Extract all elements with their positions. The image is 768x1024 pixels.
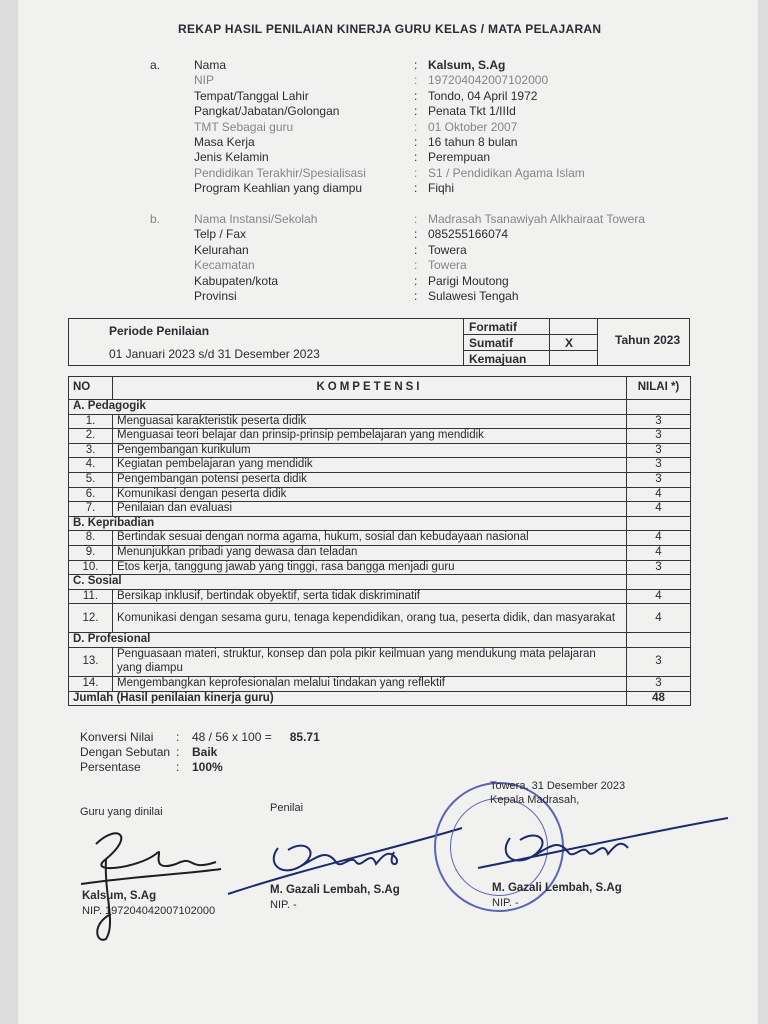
item-text: Menguasai teori belajar dan prinsip-prinsip pembelajaran yang mendidik: [113, 429, 627, 444]
field-value: Towera: [428, 258, 467, 273]
item-no: 2.: [69, 429, 113, 444]
conversion-value: 48 / 56 x 100 =: [192, 730, 272, 744]
field-value: 197204042007102000: [428, 73, 549, 88]
item-no: 14.: [69, 676, 113, 691]
conversion-label: Konversi Nilai: [80, 730, 154, 744]
item-text: Kegiatan pembelajaran yang mendidik: [113, 458, 627, 473]
identity-row: b. Nama Instansi/Sekolah : Madrasah Tsanawiyah Alkhairaat Towera: [150, 212, 710, 227]
item-text: Pengembangan potensi peserta didik: [113, 472, 627, 487]
identity-row: Masa Kerja : 16 tahun 8 bulan: [150, 135, 710, 150]
section-title: A. Pedagogik: [69, 400, 627, 415]
table-row: [69, 604, 691, 633]
field-label: Kecamatan: [194, 258, 255, 273]
item-text: Bersikap inklusif, bertindak obyektif, serta tidak diskriminatif: [113, 589, 627, 604]
head-name: M. Gazali Lembah, S.Ag: [492, 882, 622, 894]
conversion-value: 100%: [192, 760, 223, 774]
field-value: Tondo, 04 April 1972: [428, 88, 538, 103]
head-signature-block: [490, 780, 625, 806]
field-value: 01 Oktober 2007: [428, 119, 518, 134]
item-no: 5.: [69, 472, 113, 487]
period-value: 01 Januari 2023 s/d 31 Desember 2023: [109, 347, 320, 361]
head-nip: NIP. -: [492, 897, 519, 909]
item-no: 10.: [69, 560, 113, 575]
field-value: Perempuan: [428, 150, 491, 165]
signature-role: Penilai: [270, 802, 304, 814]
period-option-formatif: Formatif: [469, 320, 517, 334]
section-row: [69, 633, 691, 648]
head-role: Kepala Madrasah,: [490, 794, 580, 806]
period-label: Periode Penilaian: [109, 324, 210, 338]
item-text: Bertindak sesuai dengan norma agama, hukum, sosial dan kebudayaan nasional: [113, 531, 627, 546]
identity-row: Pangkat/Jabatan/Golongan : Penata Tkt 1/IIId: [150, 104, 710, 119]
field-label: Kabupaten/kota: [194, 273, 279, 288]
competency-table: [68, 376, 691, 706]
conversion-result: 85.71: [289, 730, 320, 744]
document-sheet: [18, 0, 758, 1024]
item-text: Komunikasi dengan sesama guru, tenaga kependidikan, orang tua, peserta didik, dan masyarakat: [113, 604, 627, 633]
item-no: 6.: [69, 487, 113, 502]
identity-row: Kabupaten/kota : Parigi Moutong: [150, 274, 710, 289]
header-nilai: NILAI *): [627, 377, 691, 400]
table-row: [69, 560, 691, 575]
item-no: 4.: [69, 458, 113, 473]
school-identity-section: [150, 212, 710, 304]
item-score: 3: [627, 472, 691, 487]
table-row: [69, 472, 691, 487]
identity-row: Tempat/Tanggal Lahir : Tondo, 04 April 1972: [150, 89, 710, 104]
assessor-name-block: [270, 884, 400, 911]
item-no: 1.: [69, 414, 113, 429]
total-value: 48: [627, 691, 691, 706]
field-label: Nama: [194, 58, 227, 72]
assessor-nip: NIP. -: [270, 899, 297, 911]
assessment-period-box: [68, 318, 690, 366]
identity-row: Telp / Fax : 085255166074: [150, 227, 710, 242]
field-label: Jenis Kelamin: [194, 150, 269, 165]
item-score: 4: [627, 545, 691, 560]
identity-row: Provinsi : Sulawesi Tengah: [150, 289, 710, 304]
signature-role: Guru yang dinilai: [80, 806, 163, 818]
section-row: [69, 575, 691, 590]
identity-row: TMT Sebagai guru : 01 Oktober 2007: [150, 120, 710, 135]
item-no: 9.: [69, 545, 113, 560]
conversion-block: [80, 730, 320, 775]
item-score: 4: [627, 604, 691, 633]
header-kompetensi: KOMPETENSI: [113, 377, 627, 400]
item-text: Menunjukkan pribadi yang dewasa dan teladan: [113, 545, 627, 560]
item-score: 4: [627, 502, 691, 517]
item-text: Komunikasi dengan peserta didik: [113, 487, 627, 502]
table-header: [69, 377, 691, 400]
section-row: [69, 516, 691, 531]
field-value: Parigi Moutong: [428, 273, 509, 288]
item-no: 3.: [69, 443, 113, 458]
assessor-name: M. Gazali Lembah, S.Ag: [270, 884, 400, 896]
document-title: REKAP HASIL PENILAIAN KINERJA GURU KELAS / MATA PELAJARAN: [178, 22, 602, 36]
item-no: 12.: [69, 604, 113, 633]
table-row: [69, 531, 691, 546]
table-row: [69, 487, 691, 502]
period-option-sumatif: Sumatif: [469, 336, 514, 350]
field-value: Penata Tkt 1/IIId: [428, 104, 516, 119]
field-label: TMT Sebagai guru: [194, 119, 294, 134]
field-label: Program Keahlian yang diampu: [194, 181, 363, 196]
identity-row: a. Nama : Kalsum, S.Ag: [150, 58, 710, 73]
identity-row: Kecamatan : Towera: [150, 258, 710, 273]
item-score: 3: [627, 414, 691, 429]
field-label: Pangkat/Jabatan/Golongan: [194, 104, 340, 119]
field-label: NIP: [194, 73, 215, 88]
total-label: Jumlah (Hasil penilaian kinerja guru): [69, 691, 627, 706]
conversion-row: Konversi Nilai : 48 / 56 x 100 = 85.71: [80, 730, 320, 744]
identity-row: Program Keahlian yang diampu : Fiqhi: [150, 181, 710, 196]
item-no: 7.: [69, 502, 113, 517]
teacher-name-block: [82, 890, 215, 917]
teacher-name: Kalsum, S.Ag: [82, 890, 157, 902]
table-row: [69, 458, 691, 473]
table-row: [69, 414, 691, 429]
item-score: 3: [627, 647, 691, 676]
field-value: Sulawesi Tengah: [428, 288, 519, 303]
conversion-label: Persentase: [80, 760, 141, 774]
field-value: Fiqhi: [428, 181, 455, 196]
table-row: [69, 429, 691, 444]
item-text: Etos kerja, tanggung jawab yang tinggi, rasa bangga menjadi guru: [113, 560, 627, 575]
field-value: Towera: [428, 242, 467, 257]
teacher-nip: NIP. 197204042007102000: [82, 905, 216, 917]
conversion-value: Baik: [192, 745, 218, 759]
period-option-kemajuan: Kemajuan: [469, 352, 527, 366]
period-selected-mark: X: [565, 336, 574, 350]
conversion-row: Persentase : 100%: [80, 760, 223, 774]
item-score: 3: [627, 560, 691, 575]
section-row: [69, 400, 691, 415]
conversion-row: Dengan Sebutan : Baik: [80, 745, 218, 759]
head-name-block: [492, 882, 622, 909]
item-score: 3: [627, 429, 691, 444]
item-text: Penguasaan materi, struktur, konsep dan pola pikir keilmuan yang mendukung mata pelajaran yang diampu: [113, 647, 627, 676]
item-text: Menguasai karakteristik peserta didik: [113, 414, 627, 429]
field-label: Masa Kerja: [194, 134, 255, 149]
section-title: C. Sosial: [69, 575, 627, 590]
item-score: 3: [627, 443, 691, 458]
section-marker: b.: [150, 212, 161, 226]
identity-row: NIP : 197204042007102000: [150, 73, 710, 88]
item-no: 11.: [69, 589, 113, 604]
field-label: Pendidikan Terakhir/Spesialisasi: [194, 165, 366, 180]
field-value: 16 tahun 8 bulan: [428, 134, 518, 149]
identity-row: Kelurahan : Towera: [150, 243, 710, 258]
assessor-signature-block: [270, 802, 303, 814]
field-value: Madrasah Tsanawiyah Alkhairaat Towera: [428, 212, 646, 226]
conversion-label: Dengan Sebutan: [80, 745, 171, 759]
field-label: Tempat/Tanggal Lahir: [194, 88, 309, 103]
table-row: [69, 676, 691, 691]
table-row: [69, 502, 691, 517]
total-row: [69, 691, 691, 706]
field-value: 085255166074: [428, 227, 509, 242]
head-place-date: Towera, 31 Desember 2023: [490, 780, 626, 792]
identity-row: Jenis Kelamin : Perempuan: [150, 150, 710, 165]
teacher-identity-section: [150, 58, 710, 197]
table-row: [69, 589, 691, 604]
item-text: Pengembangan kurikulum: [113, 443, 627, 458]
field-label: Kelurahan: [194, 242, 249, 257]
item-score: 3: [627, 458, 691, 473]
table-row: [69, 443, 691, 458]
identity-row: Pendidikan Terakhir/Spesialisasi : S1 / Pendidikan Agama Islam: [150, 166, 710, 181]
field-value: Kalsum, S.Ag: [428, 58, 506, 72]
section-title: B. Kepribadian: [69, 516, 627, 531]
period-year: Tahun 2023: [615, 333, 681, 347]
field-label: Nama Instansi/Sekolah: [194, 212, 318, 226]
item-score: 3: [627, 676, 691, 691]
item-no: 13.: [69, 647, 113, 676]
teacher-signature-icon: [76, 814, 226, 944]
item-text: Mengembangkan keprofesionalan melalui tindakan yang reflektif: [113, 676, 627, 691]
field-label: Telp / Fax: [194, 227, 247, 242]
section-marker: a.: [150, 58, 161, 72]
item-score: 4: [627, 487, 691, 502]
field-value: S1 / Pendidikan Agama Islam: [428, 165, 585, 180]
head-signature-icon: [478, 812, 738, 882]
section-title: D. Profesional: [69, 633, 627, 648]
field-label: Provinsi: [194, 288, 237, 303]
item-score: 4: [627, 531, 691, 546]
item-no: 8.: [69, 531, 113, 546]
header-no: NO: [69, 377, 113, 400]
table-row: [69, 647, 691, 676]
item-score: 4: [627, 589, 691, 604]
table-row: [69, 545, 691, 560]
item-text: Penilaian dan evaluasi: [113, 502, 627, 517]
